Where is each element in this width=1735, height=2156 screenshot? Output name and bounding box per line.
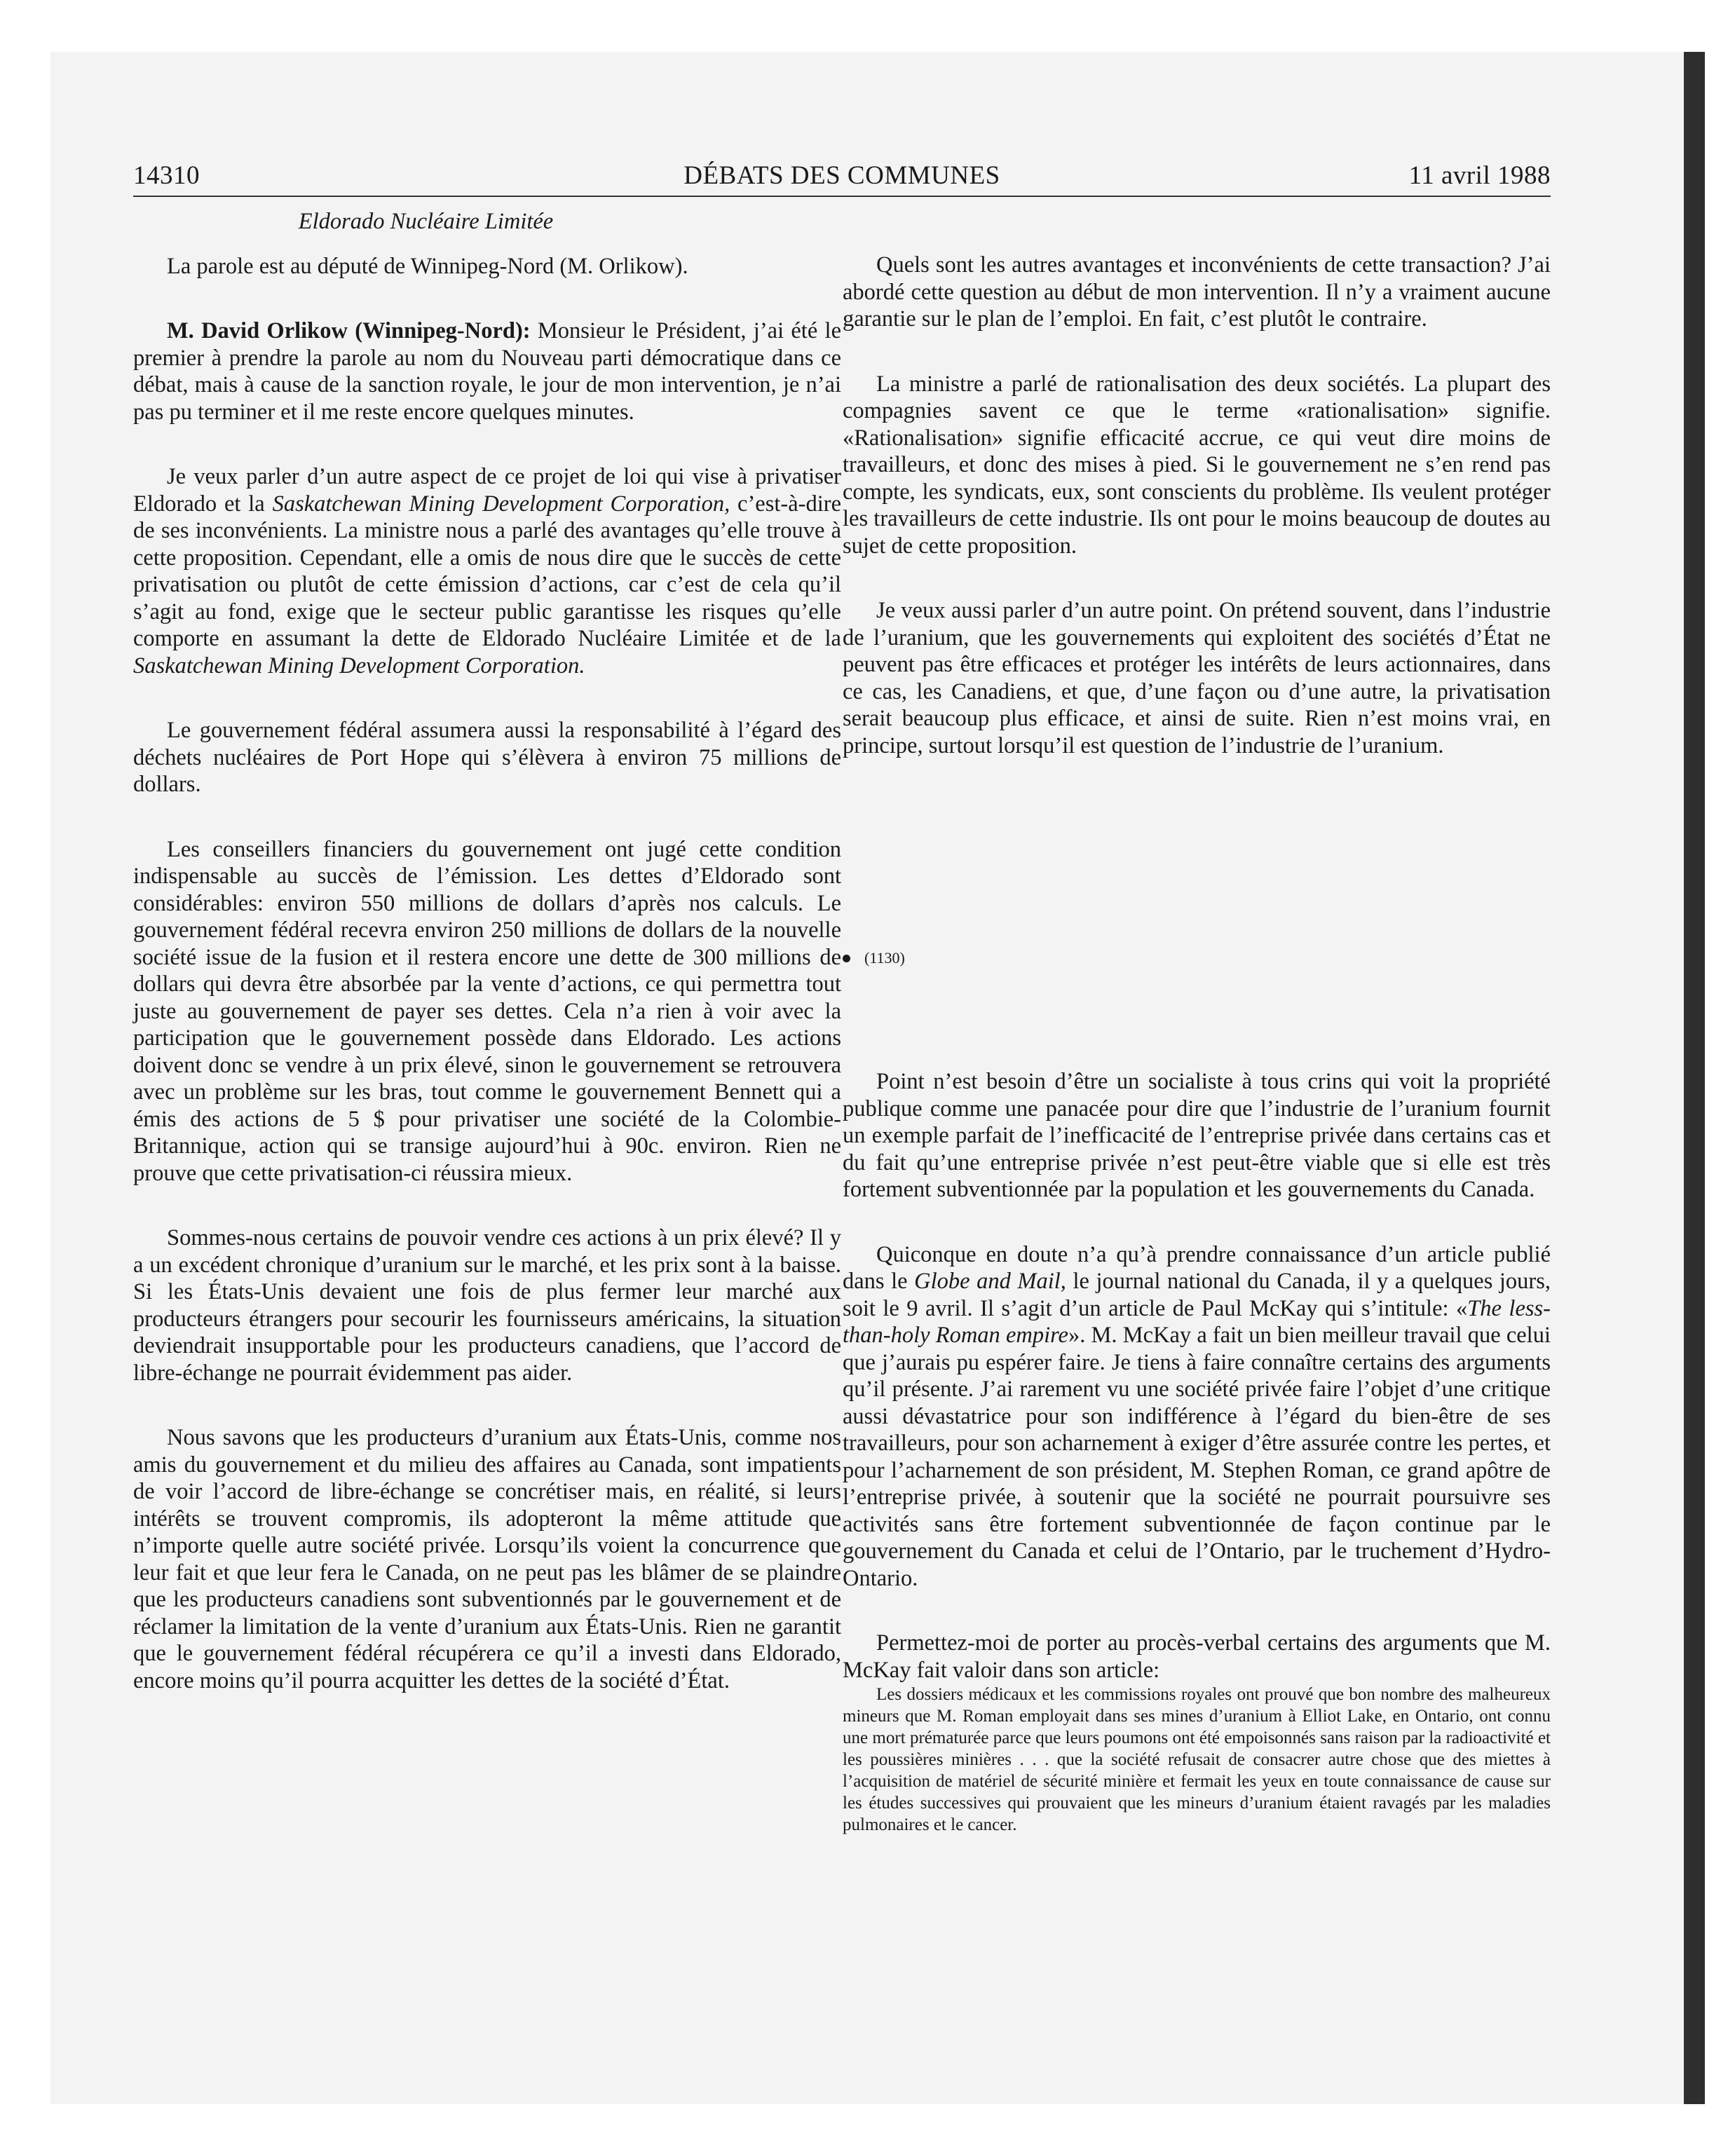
paragraph — [133, 463, 841, 679]
italic-text: Saskatchewan Mining Development Corporation, — [272, 491, 730, 517]
paragraph: Le gouvernement fédéral assumera aussi la responsabilité à l’égard des déchets nucléaires de Port Hope qui s’élèvera à environ 75 millions de dollars. — [133, 718, 841, 797]
section-title: Eldorado Nucléaire Limitée — [298, 209, 554, 234]
header-rule — [133, 196, 1551, 197]
publication-title: DÉBATS DES COMMUNES — [683, 161, 1000, 190]
paragraph-text: Quiconque en doute n’a qu’à prendre connaissance d’un article publié dans le — [843, 1241, 1551, 1294]
paragraph — [133, 318, 841, 425]
italic-text: Globe and Mail, — [914, 1269, 1066, 1294]
right-column — [843, 252, 1551, 759]
page-number: 14310 — [133, 161, 200, 190]
paragraph: Je veux aussi parler d’un autre point. On prétend souvent, dans l’industrie de l’uranium, que les gouvernements qui exploitent des sociétés d’État ne peuvent pas être efficaces et protéger les intérêts de leurs actionnaires, dans ce cas, les Canadiens, et que, d’une façon ou d’une autre, la privatisation serait beaucoup plus efficace, et ainsi de suite. Rien n’est moins vrai, en principe, surtout lorsqu’il est question de l’industrie de l’uranium. — [843, 598, 1551, 758]
left-column — [133, 208, 841, 1694]
paragraph: La ministre a parlé de rationalisation des deux sociétés. La plupart des compagnies savent ce que le terme «rationalisation» signifie. «Rationalisation» signifie efficacité accrue, ce qui veut dire moins de travailleurs, et donc des mises à pied. Si le gouvernement ne s’en rend pas compte, les syndicats, eux, sont conscients du problème. Ils veulent protéger les travailleurs de cette industrie. Ils ont pour le moins beaucoup de doutes au sujet de cette proposition. — [843, 371, 1551, 559]
page-date: 11 avril 1988 — [1408, 161, 1551, 190]
scan-edge-strip — [1684, 52, 1705, 2104]
italic-text: Saskatchewan Mining Development Corporation. — [133, 653, 585, 678]
right-column-lower — [843, 1068, 1551, 1836]
bullet-icon — [843, 955, 850, 962]
block-quote: Les dossiers médicaux et les commissions royales ont prouvé que bon nombre des malheureux mineurs que M. Roman employait dans ses mines d’uranium à Elliot Lake, en Ontario, ont connu une mort prématurée parce que leurs poumons ont été empoisonnés sans raison par la radioactivité et les poussières minières . . . que la société refusait de consacrer autre chose que des miettes à l’acquisition de matériel de sécurité minière et fermait les yeux en toute connaissance de cause sur les études successives qui prouvaient que les mineurs d’uranium étaient ravagés par les maladies pulmonaires et le cancer. — [843, 1685, 1551, 1834]
document-page — [50, 52, 1684, 2104]
paragraph — [843, 1241, 1551, 1592]
time-marker-text: (1130) — [864, 949, 905, 967]
paragraph-text: Monsieur le Président, j’ai été le premier à prendre la parole au nom du Nouveau parti démocratique dans ce débat, mais à cause de la sanction royale, le jour de mon intervention, je n’ai pas pu terminer et il me reste encore quelques minutes. — [133, 318, 841, 425]
paragraph: Les conseillers financiers du gouvernement ont jugé cette condition indispensable au succès de l’émission. Les dettes d’Eldorado sont considérables: environ 550 millions de dollars d’après nos calculs. Le gouvernement fédéral recevra environ 250 millions de dollars de la nouvelle société issue de la fusion et il restera encore une dette de 300 millions de dollars qui devra être absorbée par la vente d’actions, ce qui permettra tout juste au gouvernement de payer ses dettes. Cela n’a rien à voir avec la participation que le gouvernement possède dans Eldorado. Les actions doivent donc se vendre à un prix élevé, sinon le gouvernement se retrouvera avec un problème sur les bras, tout comme le gouvernement Bennett qui a émis des actions de 5 $ pour privatiser une société de la Colombie-Britannique, action qui se transige aujourd’hui à 90c. environ. Rien ne prouve que cette privatisation-ci réussira mieux. — [133, 836, 841, 1186]
paragraph-text: c’est-à-dire de ses inconvénients. La ministre nous a parlé des avantages qu’elle trouve à cette proposition. Cependant, elle a omis de nous dire que le succès de cette privatisation ou plutôt de cette émission d’actions, car c’est de cela qu’il s’agit au fond, exige que le secteur public garantisse les risques qu’elle comporte en assumant la dette de Eldorado Nucléaire Limitée et de la — [133, 491, 841, 651]
paragraph: Permettez-moi de porter au procès-verbal certains des arguments que M. McKay fait valoir dans son article: — [843, 1630, 1551, 1683]
paragraph: Quels sont les autres avantages et inconvénients de cette transaction? J’ai abordé cette question au début de mon intervention. Il n’y a vraiment aucune garantie sur le plan de l’emploi. En fait, c’est plutôt le contraire. — [843, 252, 1551, 332]
paragraph-text: Je veux parler d’un autre aspect de ce projet de loi qui vise à privatiser Eldorado et la — [133, 464, 841, 517]
speaker-name: M. David Orlikow (Winnipeg-Nord): — [167, 318, 531, 343]
paragraph-text: ». M. McKay a fait un bien meilleur travail que celui que j’aurais pu espérer faire. Je tiens à faire connaître certains des arguments qu’il présente. J’ai rarement vu une société privée faire l’objet d’une critique aussi dévastatrice pour son indifférence à l’égard du bien-être de ses travailleurs, pour son acharnement à exiger d’être assurée contre les pertes, et pour l’acharnement de son président, M. Stephen Roman, ce grand apôtre de l’entreprise privée, à soutenir que la société ne pourrait poursuivre ses activités sans être fortement subventionnée de façon continue par le gouvernement du Canada et celui de l’Ontario, par le truchement d’Hydro-Ontario. — [843, 1323, 1551, 1591]
paragraph-text: le journal national du Canada, il y a quelques jours, soit le 9 avril. Il s’agit d’un article de Paul McKay qui s’intitule: « — [843, 1269, 1551, 1321]
paragraph: Sommes-nous certains de pouvoir vendre ces actions à un prix élevé? Il y a un excédent chronique d’uranium sur le marché, et les prix sont à la baisse. Si les États-Unis devaient une fois de plus fermer leur marché aux producteurs étrangers pour secourir les fournisseurs américains, la situation deviendrait insupportable pour les producteurs canadiens, que l’accord de libre-échange ne pourrait évidemment pas aider. — [133, 1225, 841, 1386]
paragraph: La parole est au député de Winnipeg-Nord (M. Orlikow). — [167, 253, 688, 279]
time-marker — [843, 949, 905, 967]
italic-text: The less-than-holy Roman empire — [843, 1295, 1551, 1348]
paragraph: Point n’est besoin d’être un socialiste à tous crins qui voit la propriété publique comme une panacée pour dire que l’industrie de l’uranium fournit un exemple parfait de l’inefficacité de l’entreprise privée dans certains cas et du fait qu’une entreprise privée n’est peut-être viable que si elle est très fortement subventionnée par la population et les gouvernements du Canada. — [843, 1069, 1551, 1202]
paragraph: Nous savons que les producteurs d’uranium aux États-Unis, comme nos amis du gouvernement et du milieu des affaires au Canada, sont impatients de voir l’accord de libre-échange se concrétiser mais, en réalité, si leurs intérêts se trouvent compromis, ils adopteront la même attitude que n’importe quelle autre société privée. Lorsqu’ils voient la concurrence que leur fait et que leur fera le Canada, on ne peut pas les blâmer de se plaindre que les producteurs canadiens sont subventionnés par le gouvernement et de réclamer la limitation de la vente d’uranium aux États-Unis. Rien ne garantit que le gouvernement fédéral récupérera ce qu’il a investi dans Eldorado, encore moins qu’il pourra acquitter les dettes de la société d’État. — [133, 1425, 841, 1693]
